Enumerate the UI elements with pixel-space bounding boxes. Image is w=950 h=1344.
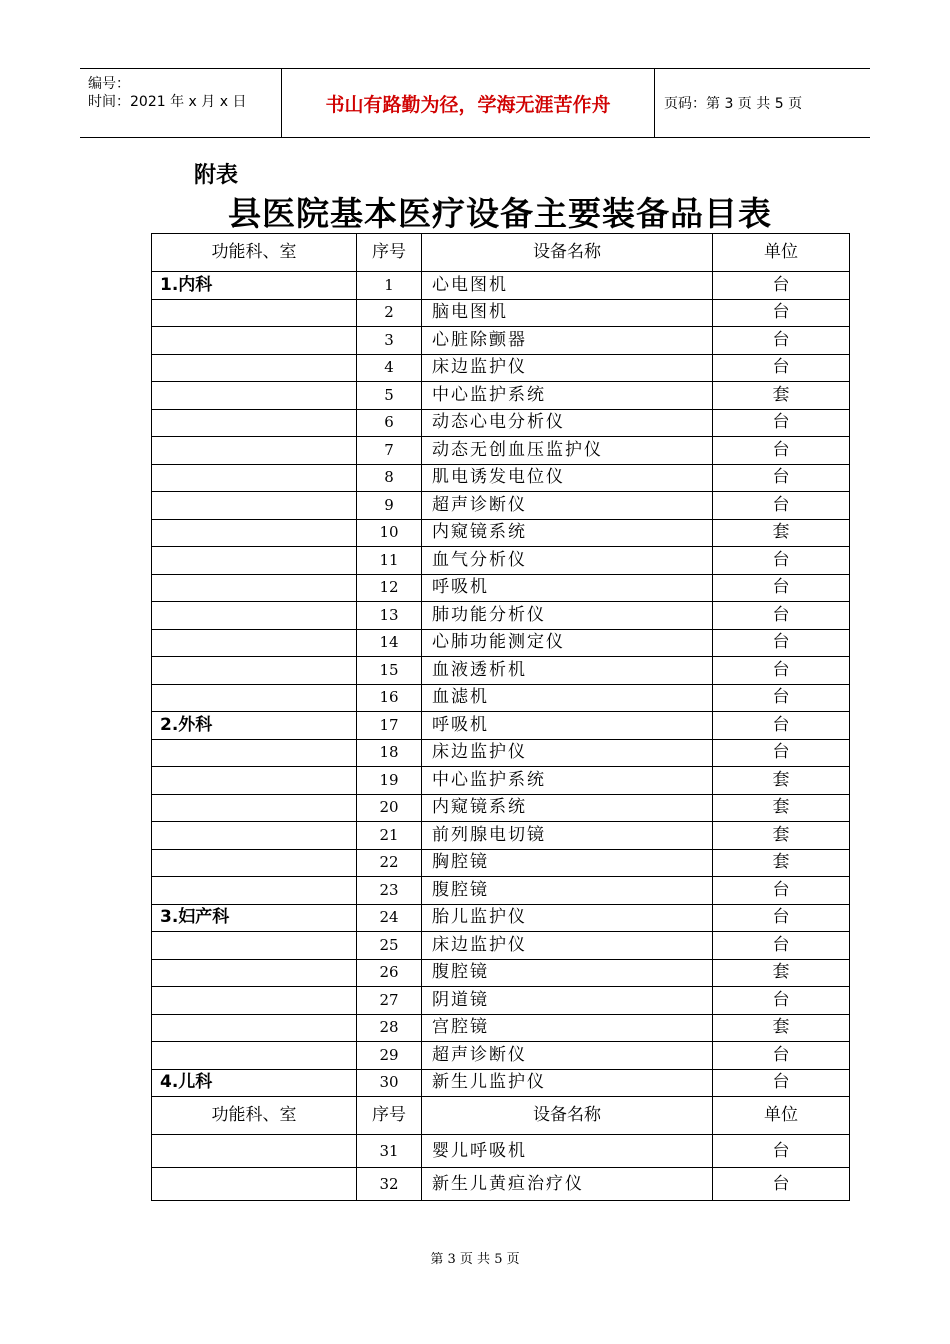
department-cell (152, 739, 357, 767)
serial-cell: 16 (357, 684, 422, 712)
unit-cell: 套 (713, 382, 850, 410)
table-row (152, 849, 850, 877)
page-header (80, 68, 870, 138)
unit-cell: 台 (713, 904, 850, 932)
department-cell (152, 767, 357, 795)
table-row (152, 272, 850, 300)
table-row (152, 299, 850, 327)
unit-cell: 台 (713, 547, 850, 575)
table-row (152, 547, 850, 575)
table-row (152, 739, 850, 767)
serial-cell: 31 (357, 1135, 422, 1168)
serial-cell: 9 (357, 492, 422, 520)
department-cell (152, 822, 357, 850)
unit-cell: 台 (713, 602, 850, 630)
unit-cell: 台 (713, 1168, 850, 1201)
table-row (152, 519, 850, 547)
serial-cell: 28 (357, 1014, 422, 1042)
number-label: 编号： (88, 76, 130, 92)
unit-cell: 台 (713, 932, 850, 960)
unit-cell: 台 (713, 299, 850, 327)
table-row (152, 354, 850, 382)
unit-cell: 套 (713, 959, 850, 987)
serial-cell: 2 (357, 299, 422, 327)
equipment-name-cell: 超声诊断仪 (422, 492, 713, 520)
department-cell (152, 464, 357, 492)
table-header-row (152, 234, 850, 272)
equipment-name-cell: 肌电诱发电位仪 (422, 464, 713, 492)
equipment-name-cell: 新生儿监护仪 (422, 1069, 713, 1097)
unit-cell: 套 (713, 767, 850, 795)
equipment-name-cell: 心脏除颤器 (422, 327, 713, 355)
serial-cell: 22 (357, 849, 422, 877)
serial-cell: 21 (357, 822, 422, 850)
appendix-label: 附表 (194, 163, 239, 188)
department-cell (152, 1135, 357, 1168)
unit-cell: 台 (713, 272, 850, 300)
equipment-name-cell: 前列腺电切镜 (422, 822, 713, 850)
serial-cell: 23 (357, 877, 422, 905)
department-cell (152, 574, 357, 602)
unit-cell: 台 (713, 574, 850, 602)
time-label: 时间：2021 年 x 月 x 日 (88, 94, 247, 110)
table-row (152, 437, 850, 465)
column-header: 设备名称 (422, 234, 713, 272)
column-header: 功能科、室 (152, 1097, 357, 1135)
table-row (152, 822, 850, 850)
department-cell (152, 877, 357, 905)
department-cell (152, 354, 357, 382)
serial-cell: 7 (357, 437, 422, 465)
table-row (152, 574, 850, 602)
table-row (152, 1069, 850, 1097)
header-page-info: 页码：第 3 页 共 5 页 (664, 96, 803, 112)
unit-cell: 台 (713, 327, 850, 355)
department-cell: 2.外科 (152, 712, 357, 740)
table-row (152, 877, 850, 905)
unit-cell: 台 (713, 987, 850, 1015)
unit-cell: 台 (713, 1135, 850, 1168)
equipment-name-cell: 宫腔镜 (422, 1014, 713, 1042)
unit-cell: 台 (713, 1042, 850, 1070)
department-cell (152, 1168, 357, 1201)
unit-cell: 台 (713, 437, 850, 465)
column-header: 序号 (357, 1097, 422, 1135)
serial-cell: 29 (357, 1042, 422, 1070)
table-row (152, 327, 850, 355)
department-cell (152, 437, 357, 465)
serial-cell: 17 (357, 712, 422, 740)
unit-cell: 台 (713, 657, 850, 685)
department-cell (152, 602, 357, 630)
serial-cell: 18 (357, 739, 422, 767)
department-cell (152, 519, 357, 547)
unit-cell: 台 (713, 877, 850, 905)
equipment-name-cell: 脑电图机 (422, 299, 713, 327)
department-cell (152, 299, 357, 327)
table-row (152, 629, 850, 657)
equipment-name-cell: 心肺功能测定仪 (422, 629, 713, 657)
department-cell (152, 657, 357, 685)
serial-cell: 20 (357, 794, 422, 822)
table-row (152, 904, 850, 932)
unit-cell: 台 (713, 739, 850, 767)
department-cell (152, 932, 357, 960)
serial-cell: 6 (357, 409, 422, 437)
department-cell (152, 1042, 357, 1070)
unit-cell: 套 (713, 519, 850, 547)
unit-cell: 套 (713, 822, 850, 850)
unit-cell: 套 (713, 1014, 850, 1042)
table-row (152, 409, 850, 437)
serial-cell: 4 (357, 354, 422, 382)
table-row (152, 602, 850, 630)
equipment-name-cell: 肺功能分析仪 (422, 602, 713, 630)
serial-cell: 24 (357, 904, 422, 932)
unit-cell: 台 (713, 1069, 850, 1097)
department-cell (152, 547, 357, 575)
serial-cell: 15 (357, 657, 422, 685)
unit-cell: 台 (713, 684, 850, 712)
table-row (152, 1135, 850, 1168)
department-cell: 1.内科 (152, 272, 357, 300)
department-cell: 4.儿科 (152, 1069, 357, 1097)
department-cell (152, 794, 357, 822)
table-row (152, 987, 850, 1015)
equipment-name-cell: 血滤机 (422, 684, 713, 712)
header-motto: 书山有路勤为径，学海无涯苦作舟 (282, 69, 655, 137)
equipment-name-cell: 内窥镜系统 (422, 794, 713, 822)
equipment-name-cell: 呼吸机 (422, 712, 713, 740)
equipment-name-cell: 内窥镜系统 (422, 519, 713, 547)
table-row (152, 492, 850, 520)
department-cell (152, 684, 357, 712)
equipment-name-cell: 婴儿呼吸机 (422, 1135, 713, 1168)
department-cell (152, 409, 357, 437)
table-row (152, 932, 850, 960)
column-header: 单位 (713, 1097, 850, 1135)
department-cell (152, 327, 357, 355)
equipment-name-cell: 床边监护仪 (422, 354, 713, 382)
equipment-name-cell: 中心监护系统 (422, 382, 713, 410)
unit-cell: 台 (713, 409, 850, 437)
department-cell (152, 959, 357, 987)
equipment-name-cell: 阴道镜 (422, 987, 713, 1015)
department-cell: 3.妇产科 (152, 904, 357, 932)
serial-cell: 3 (357, 327, 422, 355)
serial-cell: 13 (357, 602, 422, 630)
equipment-name-cell: 中心监护系统 (422, 767, 713, 795)
serial-cell: 1 (357, 272, 422, 300)
page-footer: 第 3 页 共 5 页 (430, 1252, 520, 1267)
table-row (152, 1014, 850, 1042)
unit-cell: 套 (713, 849, 850, 877)
table-row (152, 712, 850, 740)
unit-cell: 台 (713, 492, 850, 520)
serial-cell: 11 (357, 547, 422, 575)
table-row (152, 1168, 850, 1201)
table-row (152, 382, 850, 410)
serial-cell: 12 (357, 574, 422, 602)
equipment-name-cell: 血气分析仪 (422, 547, 713, 575)
unit-cell: 台 (713, 354, 850, 382)
equipment-name-cell: 超声诊断仪 (422, 1042, 713, 1070)
document-title: 县医院基本医疗设备主要装备品目表 (228, 194, 772, 233)
serial-cell: 32 (357, 1168, 422, 1201)
equipment-name-cell: 床边监护仪 (422, 932, 713, 960)
header-meta (80, 69, 282, 137)
equipment-name-cell: 血液透析机 (422, 657, 713, 685)
serial-cell: 10 (357, 519, 422, 547)
equipment-name-cell: 呼吸机 (422, 574, 713, 602)
serial-cell: 27 (357, 987, 422, 1015)
table-row (152, 959, 850, 987)
serial-cell: 19 (357, 767, 422, 795)
serial-cell: 26 (357, 959, 422, 987)
department-cell (152, 629, 357, 657)
unit-cell: 台 (713, 464, 850, 492)
department-cell (152, 849, 357, 877)
equipment-name-cell: 动态无创血压监护仪 (422, 437, 713, 465)
serial-cell: 5 (357, 382, 422, 410)
equipment-name-cell: 新生儿黄疸治疗仪 (422, 1168, 713, 1201)
table-header-row (152, 1097, 850, 1135)
table-row (152, 794, 850, 822)
column-header: 设备名称 (422, 1097, 713, 1135)
equipment-name-cell: 床边监护仪 (422, 739, 713, 767)
serial-cell: 25 (357, 932, 422, 960)
serial-cell: 14 (357, 629, 422, 657)
equipment-name-cell: 胸腔镜 (422, 849, 713, 877)
table-row (152, 464, 850, 492)
table-row (152, 1042, 850, 1070)
column-header: 功能科、室 (152, 234, 357, 272)
department-cell (152, 382, 357, 410)
column-header: 序号 (357, 234, 422, 272)
table-row (152, 684, 850, 712)
serial-cell: 30 (357, 1069, 422, 1097)
equipment-name-cell: 心电图机 (422, 272, 713, 300)
equipment-table (151, 233, 850, 1201)
unit-cell: 套 (713, 794, 850, 822)
equipment-name-cell: 动态心电分析仪 (422, 409, 713, 437)
department-cell (152, 987, 357, 1015)
column-header: 单位 (713, 234, 850, 272)
equipment-name-cell: 胎儿监护仪 (422, 904, 713, 932)
equipment-name-cell: 腹腔镜 (422, 877, 713, 905)
department-cell (152, 492, 357, 520)
department-cell (152, 1014, 357, 1042)
table-row (152, 657, 850, 685)
equipment-name-cell: 腹腔镜 (422, 959, 713, 987)
unit-cell: 台 (713, 712, 850, 740)
unit-cell: 台 (713, 629, 850, 657)
serial-cell: 8 (357, 464, 422, 492)
table-row (152, 767, 850, 795)
